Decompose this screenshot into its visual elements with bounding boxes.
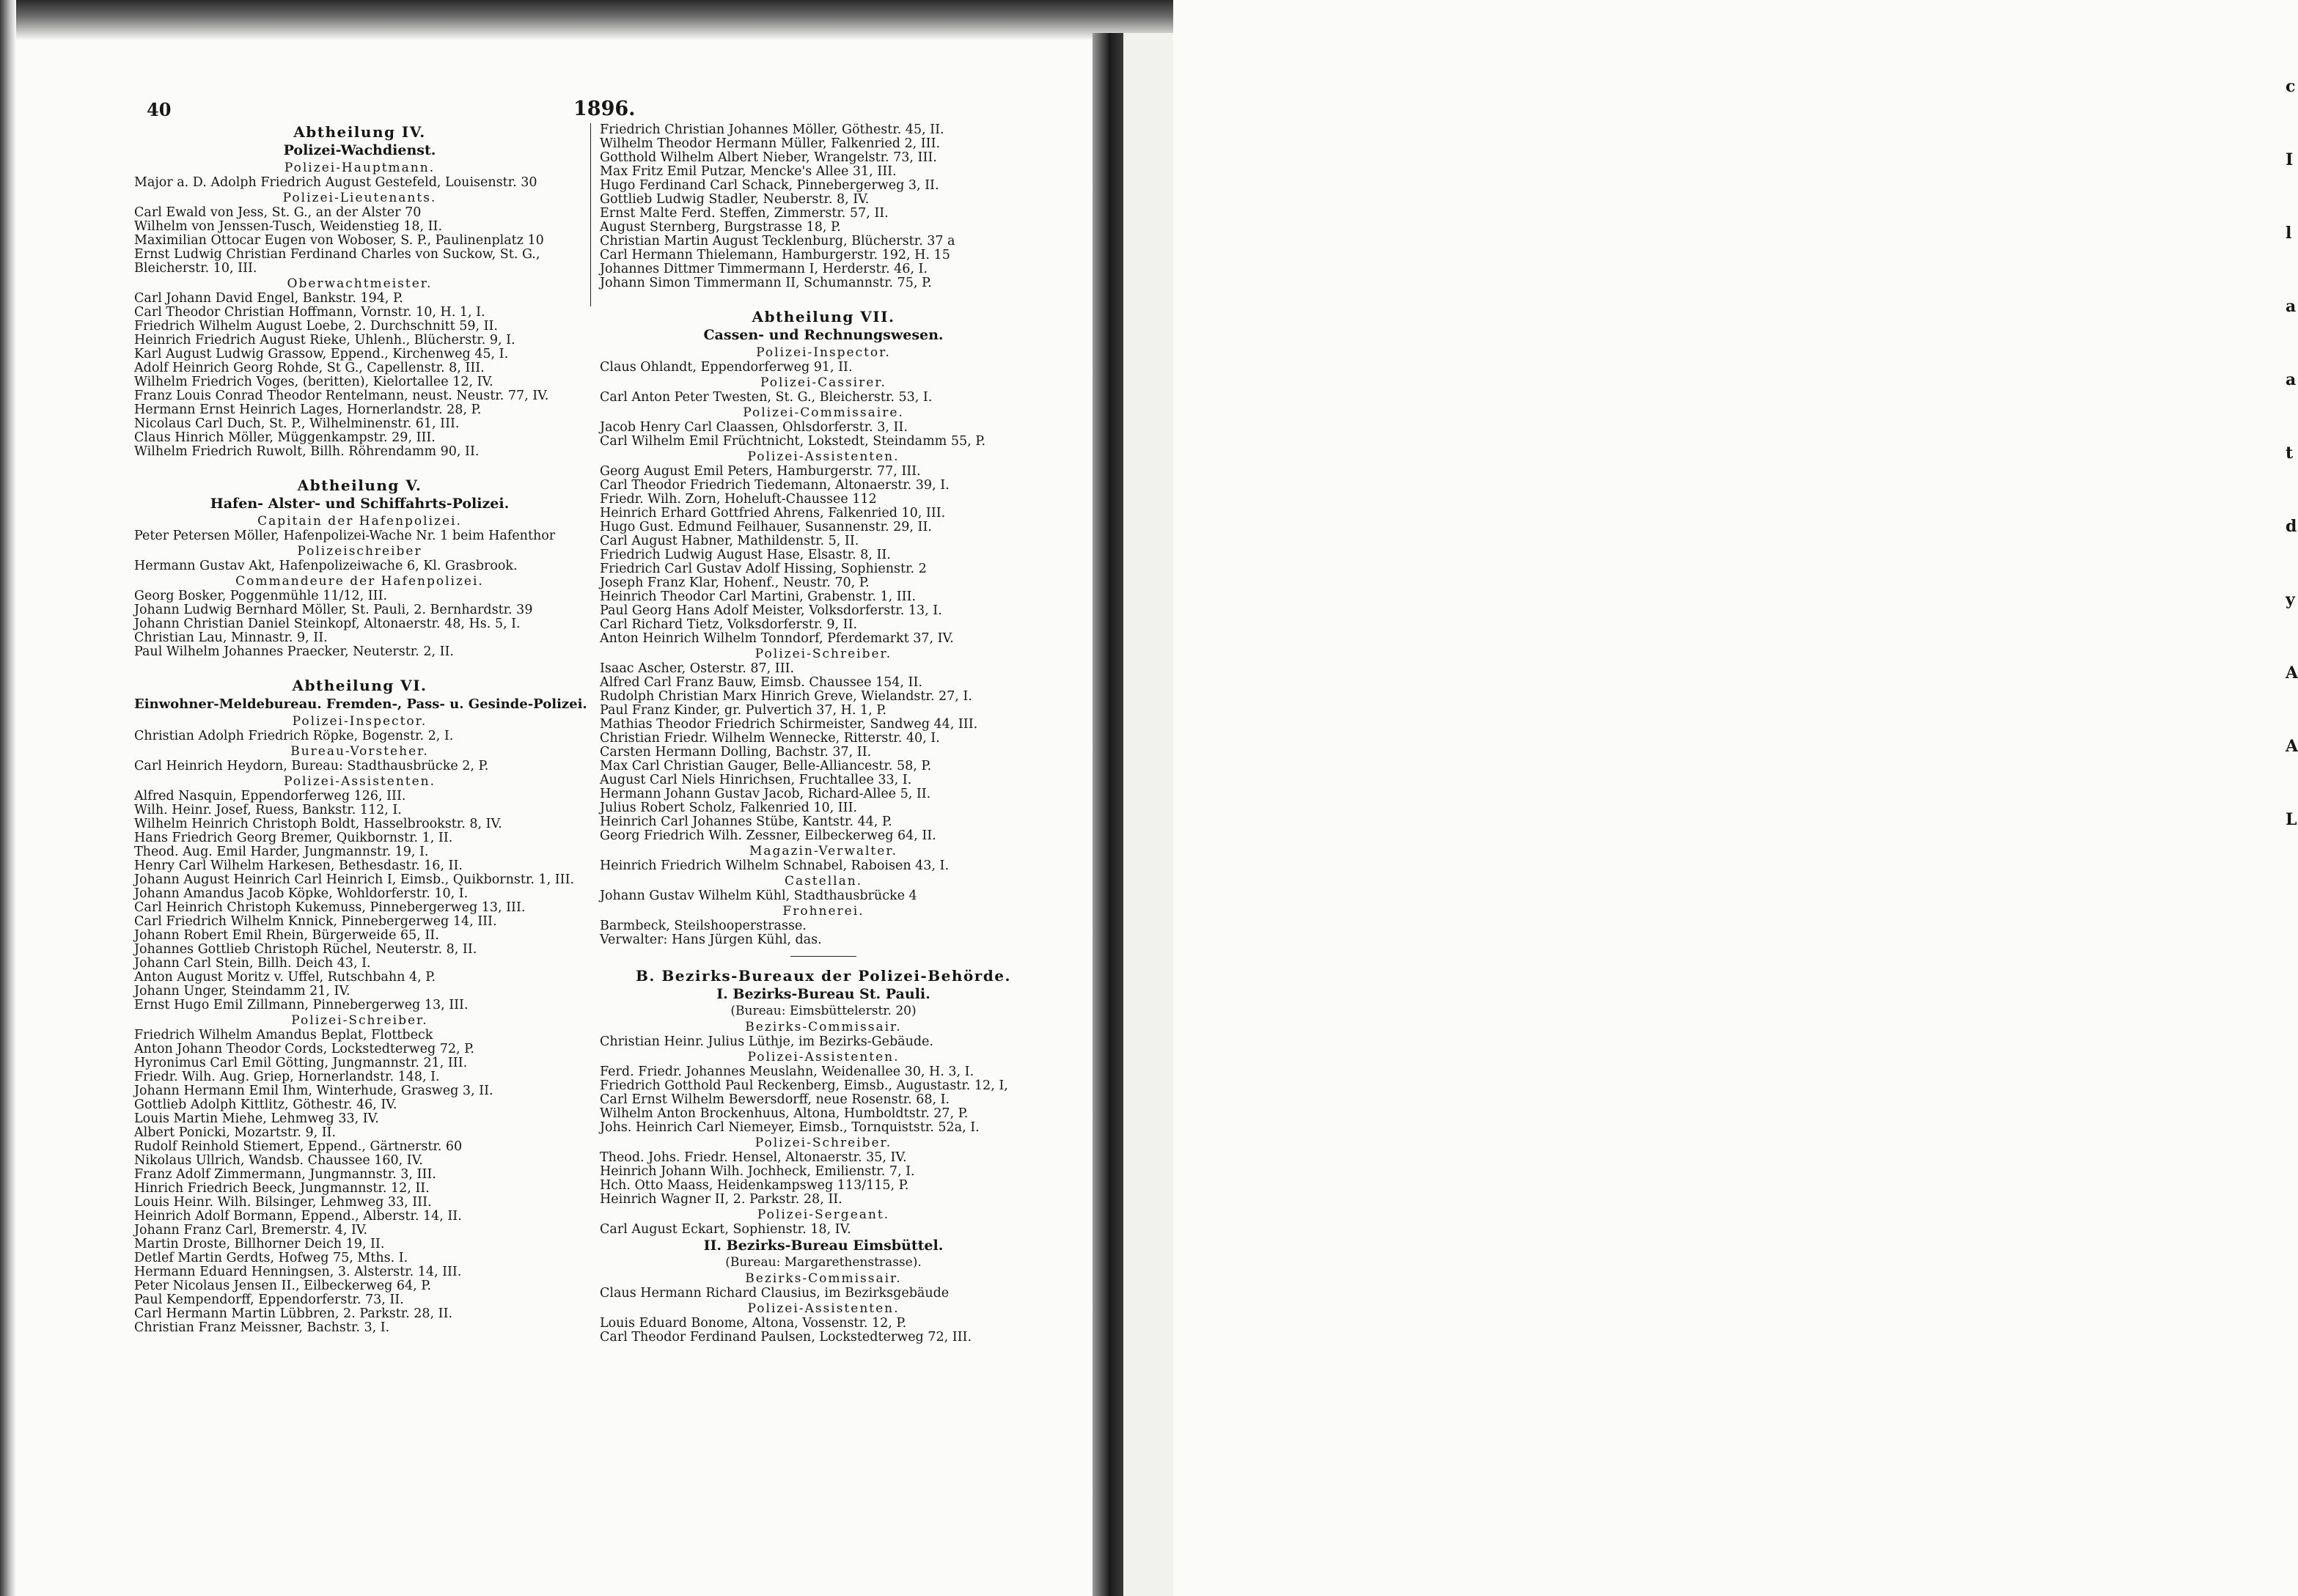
directory-entry: Carl Ewald von Jess, St. G., an der Alster 70 [134, 205, 422, 220]
rank-heading: Polizei-Cassirer. [760, 375, 886, 390]
directory-entry: Heinrich Adolf Bormann, Eppend., Alberstr. 14, II. [134, 1209, 462, 1224]
next-page-fragment: a [2286, 297, 2297, 316]
directory-entry: Nikolaus Ullrich, Wandsb. Chaussee 160, IV. [134, 1153, 423, 1168]
directory-entry: Gottlieb Ludwig Stadler, Neuberstr. 8, IV. [600, 192, 870, 207]
directory-entry: Johann Hermann Emil Ihm, Winterhude, Grasweg 3, II. [134, 1084, 493, 1098]
bureau-note: (Bureau: Eimsbüttelerstr. 20) [730, 1004, 917, 1018]
directory-entry: Claus Hinrich Möller, Müggenkampstr. 29, III. [134, 430, 436, 445]
entry-list [134, 176, 585, 190]
scan-left-shadow [0, 0, 16, 1596]
directory-entry: Friedrich Carl Gustav Adolf Hissing, Sophienstr. 2 [600, 562, 927, 576]
entry-list [134, 529, 585, 543]
directory-entry: Christian Lau, Minnastr. 9, II. [134, 630, 328, 645]
directory-entry: Carl Ernst Wilhelm Bewersdorff, neue Rosenstr. 68, I. [600, 1092, 950, 1107]
directory-entry: Hugo Ferdinand Carl Schack, Pinnebergerweg 3, II. [600, 178, 939, 193]
entry-list [134, 206, 585, 276]
directory-entry: Paul Kempendorff, Eppendorferstr. 73, II. [134, 1292, 404, 1307]
directory-entry: Hyronimus Carl Emil Götting, Jungmannstr. 21, III. [134, 1056, 468, 1070]
next-page-fragment: A [2286, 663, 2298, 683]
entry-list [134, 790, 585, 1012]
rank-heading: Polizei-Assistenten. [747, 449, 900, 464]
directory-entry: Ernst Hugo Emil Zillmann, Pinnebergerweg 13, III. [134, 998, 469, 1012]
directory-entry: Adolf Heinrich Georg Rohde, St G., Capellenstr. 8, III. [134, 361, 485, 375]
directory-entry: Johann August Heinrich Carl Heinrich I, Eimsb., Quikbornstr. 1, III. [134, 872, 575, 887]
book-gutter [1093, 33, 1123, 1596]
directory-entry: Claus Hermann Richard Clausius, im Bezirksgebäude [600, 1286, 950, 1301]
directory-entry: Johann Simon Timmermann II, Schumannstr. 75, P. [600, 276, 932, 290]
directory-entry: Albert Ponicki, Mozartstr. 9, II. [134, 1125, 337, 1140]
directory-entry: Heinrich Friedrich August Rieke, Uhlenh., Blücherstr. 9, I. [134, 333, 515, 347]
entry-list [600, 1223, 1047, 1237]
directory-entry: Jacob Henry Carl Claassen, Ohlsdorferstr. 3, II. [600, 420, 908, 435]
directory-entry: Wilhelm Friedrich Voges, (beritten), Kielortallee 12, IV. [134, 375, 493, 389]
rank-heading: Oberwachtmeister. [287, 276, 433, 291]
directory-entry: Johann Franz Carl, Bremerstr. 4, IV. [134, 1223, 368, 1238]
rank-heading: Magazin-Verwalter. [749, 844, 897, 858]
directory-entry: Hans Friedrich Georg Bremer, Quikbornstr. 1, II. [134, 831, 453, 845]
directory-entry: Carl August Habner, Mathildenstr. 5, II. [600, 534, 859, 548]
section-title: Abtheilung V. [297, 477, 422, 494]
directory-entry: Carl Theodor Friedrich Tiedemann, Altonaerstr. 39, I. [600, 478, 950, 493]
directory-entry: Wilh. Heinr. Josef, Ruess, Bankstr. 112, I. [134, 803, 402, 817]
directory-entry: Carl Heinrich Heydorn, Bureau: Stadthausbrücke 2, P. [134, 759, 489, 773]
directory-entry: Johann Amandus Jacob Köpke, Wohldorferstr. 10, I. [134, 886, 469, 901]
section-subtitle: Cassen- und Rechnungswesen. [703, 327, 944, 343]
rank-heading: Frohnerei. [782, 904, 864, 919]
directory-entry: Maximilian Ottocar Eugen von Woboser, S. P., Paulinenplatz 10 [134, 233, 544, 248]
directory-entry: Hermann Johann Gustav Jacob, Richard-Allee 5, II. [600, 787, 931, 801]
next-page-fragment: l [2286, 224, 2292, 243]
directory-entry: Carl Anton Peter Twesten, St. G., Bleicherstr. 53, I. [600, 390, 933, 405]
entry-list [600, 1151, 1047, 1207]
entry-list [134, 589, 585, 659]
directory-entry: Georg August Emil Peters, Hamburgerstr. 77, III. [600, 464, 921, 479]
next-page-fragment: A [2286, 737, 2298, 756]
directory-entry: Carl Johann David Engel, Bankstr. 194, P. [134, 291, 403, 306]
entry-list [134, 292, 585, 459]
rank-heading: Polizei-Inspector. [756, 345, 891, 360]
directory-entry: Johann Christian Daniel Steinkopf, Altonaerstr. 48, Hs. 5, I. [134, 617, 521, 631]
directory-entry: Hugo Gust. Edmund Feilhauer, Susannenstr. 29, II. [600, 520, 932, 534]
directory-entry: Georg Bosker, Poggenmühle 11/12, III. [134, 589, 388, 603]
section-gap [600, 290, 1047, 308]
next-page-fragments [2286, 77, 2297, 883]
section-title: Abtheilung VI. [292, 677, 427, 694]
directory-entry: Gotthold Wilhelm Albert Nieber, Wrangelstr. 73, III. [600, 150, 937, 165]
directory-entry: Hermann Gustav Akt, Hafenpolizeiwache 6, Kl. Grasbrook. [134, 559, 518, 573]
directory-entry: Major a. D. Adolph Friedrich August Gestefeld, Louisenstr. 30 [134, 175, 537, 190]
entry-list [134, 1029, 585, 1335]
entry-list [600, 421, 1047, 449]
entry-list [600, 889, 1047, 903]
directory-entry: Heinrich Carl Johannes Stübe, Kantstr. 44, P. [600, 814, 892, 829]
rank-heading: Castellan. [784, 874, 863, 889]
directory-entry: Franz Adolf Zimmermann, Jungmannstr. 3, III. [134, 1167, 436, 1182]
section-title: B. Bezirks-Bureaux der Polizei-Behörde. [636, 967, 1011, 985]
section-title: Abtheilung VII. [752, 308, 895, 326]
directory-entry: Louis Martin Miehe, Lehmweg 33, IV. [134, 1111, 379, 1126]
directory-entry: Gottlieb Adolph Kittlitz, Göthestr. 46, IV. [134, 1097, 397, 1112]
rank-heading: Polizei-Assistenten. [747, 1050, 900, 1064]
directory-entry: Franz Louis Conrad Theodor Rentelmann, neust. Neustr. 77, IV. [134, 389, 549, 403]
entry-list [600, 1035, 1047, 1049]
next-page-edge [1123, 33, 2298, 1596]
directory-entry: Theod. Aug. Emil Harder, Jungmannstr. 19, I. [134, 845, 429, 859]
directory-entry: Heinrich Theodor Carl Martini, Grabenstr. 1, III. [600, 589, 917, 604]
directory-entry: Max Carl Christian Gauger, Belle-Alliancestr. 58, P. [600, 759, 932, 773]
directory-entry: Ernst Malte Ferd. Steffen, Zimmerstr. 57, II. [600, 206, 889, 221]
entry-list [600, 1287, 1047, 1301]
directory-entry: Ernst Ludwig Christian Ferdinand Charles von Suckow, St. G., Bleicherstr. 10, III. [134, 247, 540, 276]
directory-entry: Wilhelm Theodor Hermann Müller, Falkenried 2, III. [600, 136, 941, 151]
directory-entry: Johann Carl Stein, Billh. Deich 43, I. [134, 956, 371, 971]
directory-entry: Anton Johann Theodor Cords, Lockstedterweg 72, P. [134, 1042, 474, 1056]
directory-entry: Friedrich Gotthold Paul Reckenberg, Eimsb., Augustastr. 12, I, [600, 1078, 1008, 1093]
entry-list [600, 123, 1047, 290]
directory-entry: Heinrich Johann Wilh. Jochheck, Emilienstr. 7, I. [600, 1164, 915, 1179]
directory-entry: Martin Droste, Billhorner Deich 19, II. [134, 1237, 385, 1251]
directory-entry: Carsten Hermann Dolling, Bachstr. 37, II. [600, 745, 872, 760]
directory-entry: Barmbeck, Steilshooperstrasse. [600, 919, 807, 933]
directory-entry: Johann Robert Emil Rhein, Bürgerweide 65, II. [134, 928, 439, 943]
directory-entry: Johann Ludwig Bernhard Möller, St. Pauli, 2. Bernhardstr. 39 [134, 603, 533, 617]
directory-entry: Claus Ohlandt, Eppendorferweg 91, II. [600, 360, 853, 375]
directory-entry: Johann Unger, Steindamm 21, IV. [134, 984, 350, 999]
rank-heading: Polizei-Schreiber. [755, 1136, 892, 1150]
rank-heading: Polizei-Lieutenants. [282, 191, 437, 205]
directory-entry: Heinrich Friedrich Wilhelm Schnabel, Raboisen 43, I. [600, 858, 950, 873]
right-column [600, 123, 1047, 1345]
section-gap [134, 459, 585, 477]
directory-entry: Carl Theodor Ferdinand Paulsen, Lockstedterweg 72, III. [600, 1330, 972, 1345]
directory-entry: Johannes Dittmer Timmermann I, Herderstr. 46, I. [600, 262, 928, 276]
section-rule [790, 956, 856, 957]
directory-entry: Johannes Gottlieb Christoph Rüchel, Neuterstr. 8, II. [134, 942, 477, 957]
directory-entry: Christian Martin August Tecklenburg, Blücherstr. 37 a [600, 234, 955, 249]
next-page-fragment: I [2286, 150, 2294, 169]
directory-entry: Carl Theodor Christian Hoffmann, Vornstr. 10, H. 1, I. [134, 305, 485, 320]
next-page-fragment: d [2286, 517, 2297, 536]
directory-entry: Carl Hermann Thielemann, Hamburgerstr. 192, H. 15 [600, 248, 950, 262]
section-subtitle: Einwohner-Meldebureau. Fremden-, Pass- u. Gesinde-Polizei. [134, 696, 587, 712]
directory-entry: Friedr. Wilh. Aug. Griep, Hornerlandstr. 148, I. [134, 1070, 440, 1084]
entry-list [134, 760, 585, 773]
directory-entry: Mathias Theodor Friedrich Schirmeister, Sandweg 44, III. [600, 717, 978, 732]
directory-entry: Peter Nicolaus Jensen II., Eilbeckerweg 64, P. [134, 1279, 432, 1293]
column-divider [590, 123, 591, 306]
directory-entry: Paul Georg Hans Adolf Meister, Volksdorferstr. 13, I. [600, 603, 942, 618]
directory-entry: Wilhelm Heinrich Christoph Boldt, Hasselbrookstr. 8, IV. [134, 817, 502, 831]
directory-entry: Alfred Carl Franz Bauw, Eimsb. Chaussee 154, II. [600, 675, 922, 690]
left-column [134, 123, 585, 1335]
entry-list [600, 919, 1047, 947]
directory-entry: Johs. Heinrich Carl Niemeyer, Eimsb., Tornquiststr. 52a, I. [600, 1120, 980, 1135]
directory-entry: Carl Wilhelm Emil Früchtnicht, Lokstedt, Steindamm 55, P. [600, 434, 986, 449]
directory-entry: Nicolaus Carl Duch, St. P., Wilhelminenstr. 61, III. [134, 416, 460, 431]
entry-list [600, 361, 1047, 375]
directory-entry: Anton Heinrich Wilhelm Tonndorf, Pferdemarkt 37, IV. [600, 631, 954, 646]
directory-entry: Anton August Moritz v. Uffel, Rutschbahn 4, P. [134, 970, 436, 985]
directory-entry: Johann Gustav Wilhelm Kühl, Stadthausbrücke 4 [600, 889, 917, 903]
directory-entry: Hinrich Friedrich Beeck, Jungmannstr. 12, II. [134, 1181, 430, 1196]
next-page-fragment: y [2286, 590, 2295, 609]
directory-entry: Theod. Johs. Friedr. Hensel, Altonaerstr. 35, IV. [600, 1150, 907, 1165]
entry-list [600, 662, 1047, 843]
directory-entry: August Sternberg, Burgstrasse 18, P. [600, 220, 841, 235]
directory-entry: Christian Franz Meissner, Bachstr. 3, I. [134, 1320, 390, 1335]
directory-entry: Hch. Otto Maass, Heidenkampsweg 113/115, P. [600, 1178, 909, 1193]
directory-entry: Rudolph Christian Marx Hinrich Greve, Wielandstr. 27, I. [600, 689, 972, 704]
rank-heading: Polizei-Hauptmann. [284, 161, 436, 175]
directory-entry: Paul Franz Kinder, gr. Pulvertich 37, H. 1, P. [600, 703, 887, 718]
directory-entry: Friedrich Wilhelm August Loebe, 2. Durchschnitt 59, II. [134, 319, 498, 334]
rank-heading: Polizei-Schreiber. [291, 1013, 428, 1028]
entry-list [600, 1065, 1047, 1135]
entry-list [600, 859, 1047, 873]
entry-list [600, 465, 1047, 646]
directory-entry: Wilhelm Friedrich Ruwolt, Billh. Röhrendamm 90, II. [134, 444, 480, 459]
directory-entry: Joseph Franz Klar, Hohenf., Neustr. 70, P. [600, 575, 870, 590]
directory-entry: Wilhelm Anton Brockenhuus, Altona, Humboldtstr. 27, P. [600, 1106, 969, 1121]
entry-list [600, 1317, 1047, 1345]
directory-entry: Paul Wilhelm Johannes Praecker, Neuterstr. 2, II. [134, 644, 454, 659]
directory-entry: Carl Friedrich Wilhelm Knnick, Pinnebergerweg 14, III. [134, 914, 497, 929]
directory-entry: Carl Heinrich Christoph Kukemuss, Pinnebergerweg 13, III. [134, 900, 526, 915]
rank-heading: Polizei-Assistenten. [747, 1301, 900, 1316]
directory-entry: Friedrich Ludwig August Hase, Elsastr. 8, II. [600, 548, 891, 562]
page-year: 1896. [573, 98, 636, 120]
section-title: Abtheilung IV. [293, 123, 426, 141]
directory-entry: Christian Adolph Friedrich Röpke, Bogenstr. 2, I. [134, 729, 454, 743]
directory-entry: Christian Heinr. Julius Lüthje, im Bezirks-Gebäude. [600, 1034, 933, 1049]
directory-entry: Isaac Ascher, Osterstr. 87, III. [600, 661, 795, 676]
directory-entry: Heinrich Erhard Gottfried Ahrens, Falkenried 10, III. [600, 506, 946, 521]
rank-heading: Polizei-Schreiber. [755, 647, 892, 661]
directory-entry: Alfred Nasquin, Eppendorferweg 126, III. [134, 789, 406, 803]
page-number: 40 [147, 99, 172, 120]
directory-entry: Friedrich Wilhelm Amandus Beplat, Flottbeck [134, 1028, 433, 1042]
directory-entry: Carl Richard Tietz, Volksdorferstr. 9, II. [600, 617, 858, 632]
directory-entry: Rudolf Reinhold Stiemert, Eppend., Gärtnerstr. 60 [134, 1139, 463, 1154]
rank-heading: Capitain der Hafenpolizei. [257, 514, 462, 529]
rank-heading: Commandeure der Hafenpolizei. [235, 574, 484, 589]
directory-entry: Ferd. Friedr. Johannes Meuslahn, Weidenallee 30, H. 3, I. [600, 1064, 974, 1079]
directory-entry: Karl August Ludwig Grassow, Eppend., Kirchenweg 45, I. [134, 347, 509, 361]
rank-heading: Bureau-Vorsteher. [290, 744, 429, 759]
directory-entry: Wilhelm von Jenssen-Tusch, Weidenstieg 18, II. [134, 219, 443, 234]
directory-entry: Christian Friedr. Wilhelm Wennecke, Ritterstr. 40, I. [600, 731, 940, 746]
section-gap [134, 659, 585, 677]
directory-entry: Georg Friedrich Wilh. Zessner, Eilbeckerweg 64, II. [600, 828, 936, 843]
rank-heading: Polizei-Commissaire. [743, 405, 904, 420]
directory-entry: Verwalter: Hans Jürgen Kühl, das. [600, 933, 822, 947]
rank-heading: Polizei-Assistenten. [283, 774, 436, 789]
directory-entry: Julius Robert Scholz, Falkenried 10, III. [600, 801, 858, 815]
next-page-fragment: a [2286, 370, 2297, 389]
directory-entry: Hermann Eduard Henningsen, 3. Alsterstr. 14, III. [134, 1265, 462, 1279]
directory-entry: Peter Petersen Möller, Hafenpolizei-Wache Nr. 1 beim Hafenthor [134, 529, 556, 543]
bureau-note: (Bureau: Margarethenstrasse). [725, 1255, 922, 1270]
directory-entry: Detlef Martin Gerdts, Hofweg 75, Mths. I. [134, 1251, 408, 1265]
directory-entry: Carl Hermann Martin Lübbren, 2. Parkstr. 28, II. [134, 1306, 453, 1321]
directory-entry: Louis Heinr. Wilh. Bilsinger, Lehmweg 33, III. [134, 1195, 432, 1210]
entry-list [134, 729, 585, 743]
rank-heading: Polizeischreiber [297, 544, 422, 559]
directory-entry: August Carl Niels Hinrichsen, Fruchtallee 33, I. [600, 773, 912, 787]
rank-heading: Polizei-Sergeant. [757, 1207, 890, 1222]
next-page-fragment: c [2286, 77, 2296, 96]
entry-list [600, 391, 1047, 405]
next-page-fragment: t [2286, 444, 2294, 463]
scan-top-shadow [0, 0, 1173, 40]
district-title: II. Bezirks-Bureau Eimsbüttel. [703, 1238, 944, 1254]
rank-heading: Bezirks-Commissair. [745, 1271, 902, 1286]
directory-entry: Carl August Eckart, Sophienstr. 18, IV. [600, 1222, 851, 1237]
directory-entry: Henry Carl Wilhelm Harkesen, Bethesdastr. 16, II. [134, 858, 463, 873]
rank-heading: Bezirks-Commissair. [745, 1020, 902, 1034]
directory-entry: Max Fritz Emil Putzar, Mencke's Allee 31, III. [600, 164, 897, 179]
entry-list [134, 559, 585, 573]
rank-heading: Polizei-Inspector. [292, 714, 427, 729]
directory-entry: Heinrich Wagner II, 2. Parkstr. 28, II. [600, 1192, 843, 1207]
section-subtitle: Hafen- Alster- und Schiffahrts-Polizei. [210, 496, 510, 512]
directory-entry: Friedrich Christian Johannes Möller, Göthestr. 45, II. [600, 122, 944, 137]
directory-entry: Friedr. Wilh. Zorn, Hoheluft-Chaussee 112 [600, 492, 877, 507]
directory-entry: Hermann Ernst Heinrich Lages, Hornerlandstr. 28, P. [134, 402, 482, 417]
directory-entry: Louis Eduard Bonome, Altona, Vossenstr. 12, P. [600, 1316, 907, 1331]
district-title: I. Bezirks-Bureau St. Pauli. [716, 986, 930, 1002]
next-page-fragment: L [2286, 810, 2297, 829]
section-subtitle: Polizei-Wachdienst. [283, 142, 436, 158]
